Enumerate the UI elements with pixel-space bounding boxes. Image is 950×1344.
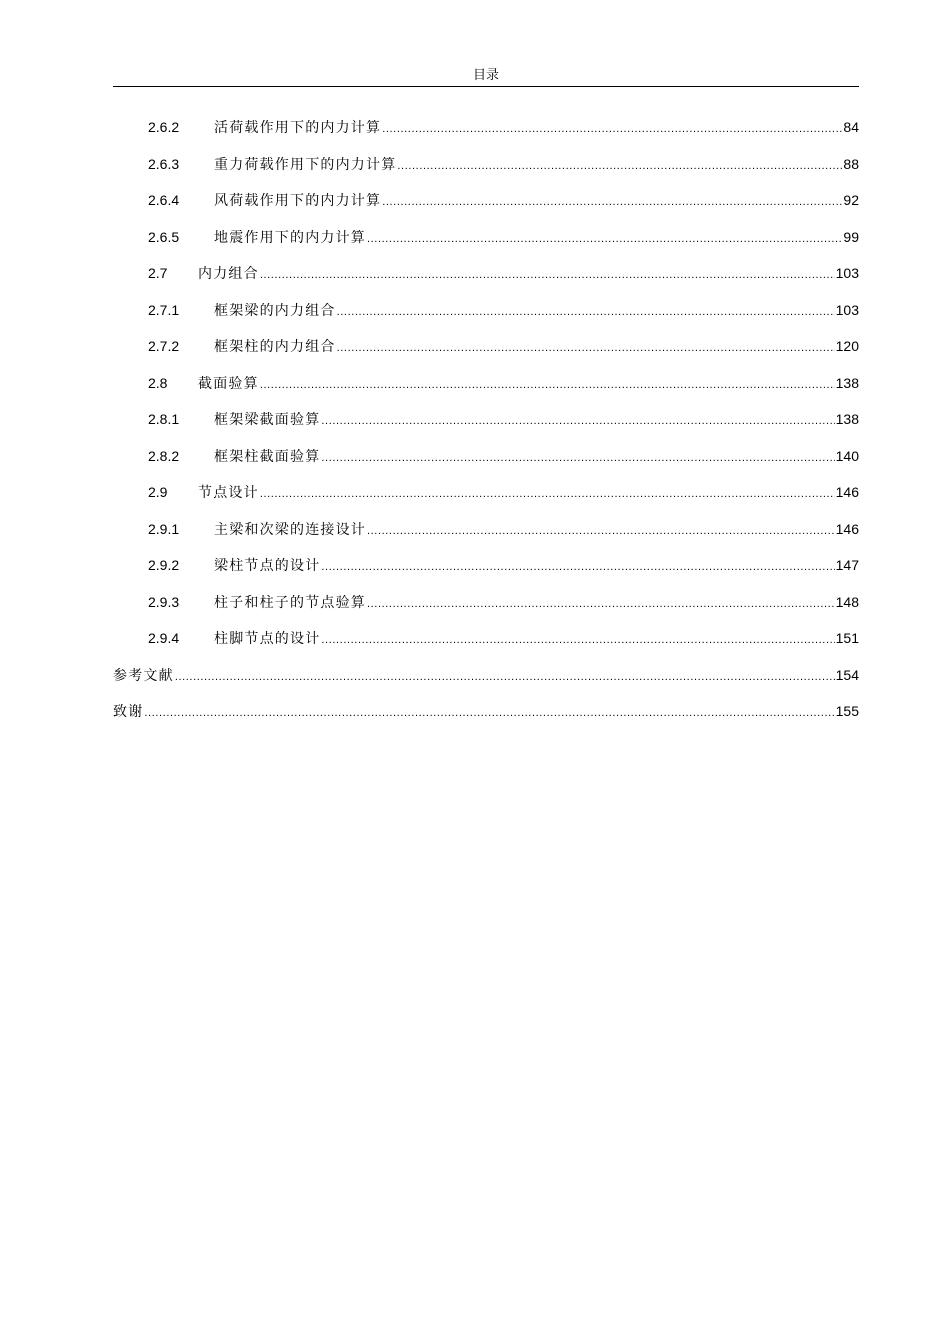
toc-entry-title: 参考文献 (113, 667, 174, 684)
header-rule (113, 86, 859, 87)
toc-entry-page: 138 (835, 411, 859, 427)
toc-entry-2-7[interactable] (113, 262, 859, 299)
toc-entry-number: 2.9.1 (148, 520, 180, 537)
toc-entry-title: 框架梁的内力组合 (214, 302, 336, 319)
toc-dot-leader (175, 666, 835, 688)
toc-entry-number: 2.6.3 (148, 155, 180, 172)
toc-dot-leader (382, 191, 842, 213)
toc-entry-2-9-3[interactable] (113, 591, 859, 628)
toc-dot-leader (337, 301, 835, 323)
toc-entry-title: 框架柱截面验算 (214, 448, 321, 465)
toc-entry-page: 120 (835, 338, 859, 354)
toc-entry-2-9-2[interactable] (113, 554, 859, 591)
toc-dot-leader (367, 593, 835, 615)
toc-entry-title: 截面验算 (198, 375, 259, 392)
toc-dot-leader (367, 520, 835, 542)
toc-entry-title: 框架梁截面验算 (214, 412, 321, 428)
toc-entry-page: 140 (835, 447, 859, 464)
toc-entry-2-9-1[interactable] (113, 518, 859, 555)
table-of-contents (113, 116, 859, 737)
toc-entry-2-9[interactable] (113, 481, 859, 518)
toc-entry-page: 88 (843, 155, 859, 172)
toc-entry-title: 柱脚节点的设计 (214, 631, 321, 647)
toc-entry-2-7-1[interactable] (113, 299, 859, 336)
toc-entry-2-6-5[interactable] (113, 226, 859, 263)
toc-dot-leader (144, 702, 834, 724)
toc-entry-number: 2.7.1 (148, 301, 180, 318)
toc-entry-number: 2.7 (148, 265, 168, 281)
page-header: 目录 (472, 68, 499, 83)
toc-dot-leader (367, 228, 842, 250)
toc-entry-title: 节点设计 (198, 485, 259, 501)
toc-dot-leader (260, 374, 835, 396)
toc-entry-page: 155 (835, 703, 859, 719)
toc-entry-number: 2.6.4 (148, 192, 180, 208)
toc-entry-number: 2.8 (148, 374, 168, 391)
toc-dot-leader (321, 447, 834, 469)
toc-entry-page: 84 (843, 119, 859, 135)
toc-entry-title: 致谢 (113, 704, 144, 720)
toc-entry-2-7-2[interactable] (113, 335, 859, 372)
toc-entry-page: 148 (835, 593, 859, 610)
toc-dot-leader (260, 264, 835, 286)
toc-entry-number: 2.9 (148, 484, 168, 500)
toc-entry-references[interactable] (113, 664, 859, 701)
toc-entry-page: 146 (835, 520, 859, 537)
toc-entry-number: 2.8.2 (148, 447, 180, 464)
toc-entry-title: 活荷载作用下的内力计算 (214, 120, 382, 136)
toc-entry-number: 2.9.3 (148, 593, 180, 610)
toc-entry-2-6-2[interactable] (113, 116, 859, 153)
toc-entry-number: 2.9.4 (148, 630, 180, 646)
toc-entry-number: 2.8.1 (148, 411, 180, 427)
toc-entry-title: 梁柱节点的设计 (214, 558, 321, 574)
toc-entry-number: 2.6.5 (148, 228, 180, 245)
toc-entry-page: 99 (843, 228, 859, 245)
toc-entry-2-8-1[interactable] (113, 408, 859, 445)
toc-entry-title: 柱子和柱子的节点验算 (214, 594, 366, 611)
toc-entry-page: 103 (835, 265, 859, 281)
toc-entry-2-6-3[interactable] (113, 153, 859, 190)
toc-entry-title: 内力组合 (198, 266, 259, 282)
toc-dot-leader (337, 337, 835, 359)
toc-entry-title: 地震作用下的内力计算 (214, 229, 366, 246)
toc-entry-title: 主梁和次梁的连接设计 (214, 521, 366, 538)
toc-dot-leader (397, 155, 842, 177)
toc-dot-leader (321, 410, 834, 432)
toc-entry-page: 92 (843, 192, 859, 208)
toc-dot-leader (321, 556, 834, 578)
toc-entry-number: 2.6.2 (148, 119, 180, 135)
toc-entry-title: 重力荷载作用下的内力计算 (214, 156, 397, 173)
toc-entry-page: 147 (835, 557, 859, 573)
toc-dot-leader (382, 118, 842, 140)
toc-dot-leader (260, 483, 835, 505)
toc-entry-2-8[interactable] (113, 372, 859, 409)
toc-entry-acknowledgements[interactable] (113, 700, 859, 737)
toc-entry-page: 151 (835, 630, 859, 646)
toc-entry-number: 2.7.2 (148, 338, 180, 354)
toc-entry-page: 138 (835, 374, 859, 391)
toc-entry-page: 154 (835, 666, 859, 683)
toc-dot-leader (321, 629, 834, 651)
toc-entry-2-9-4[interactable] (113, 627, 859, 664)
toc-entry-page: 103 (835, 301, 859, 318)
toc-entry-page: 146 (835, 484, 859, 500)
toc-entry-2-6-4[interactable] (113, 189, 859, 226)
toc-entry-number: 2.9.2 (148, 557, 180, 573)
toc-entry-2-8-2[interactable] (113, 445, 859, 482)
toc-entry-title: 风荷载作用下的内力计算 (214, 193, 382, 209)
toc-entry-title: 框架柱的内力组合 (214, 339, 336, 355)
